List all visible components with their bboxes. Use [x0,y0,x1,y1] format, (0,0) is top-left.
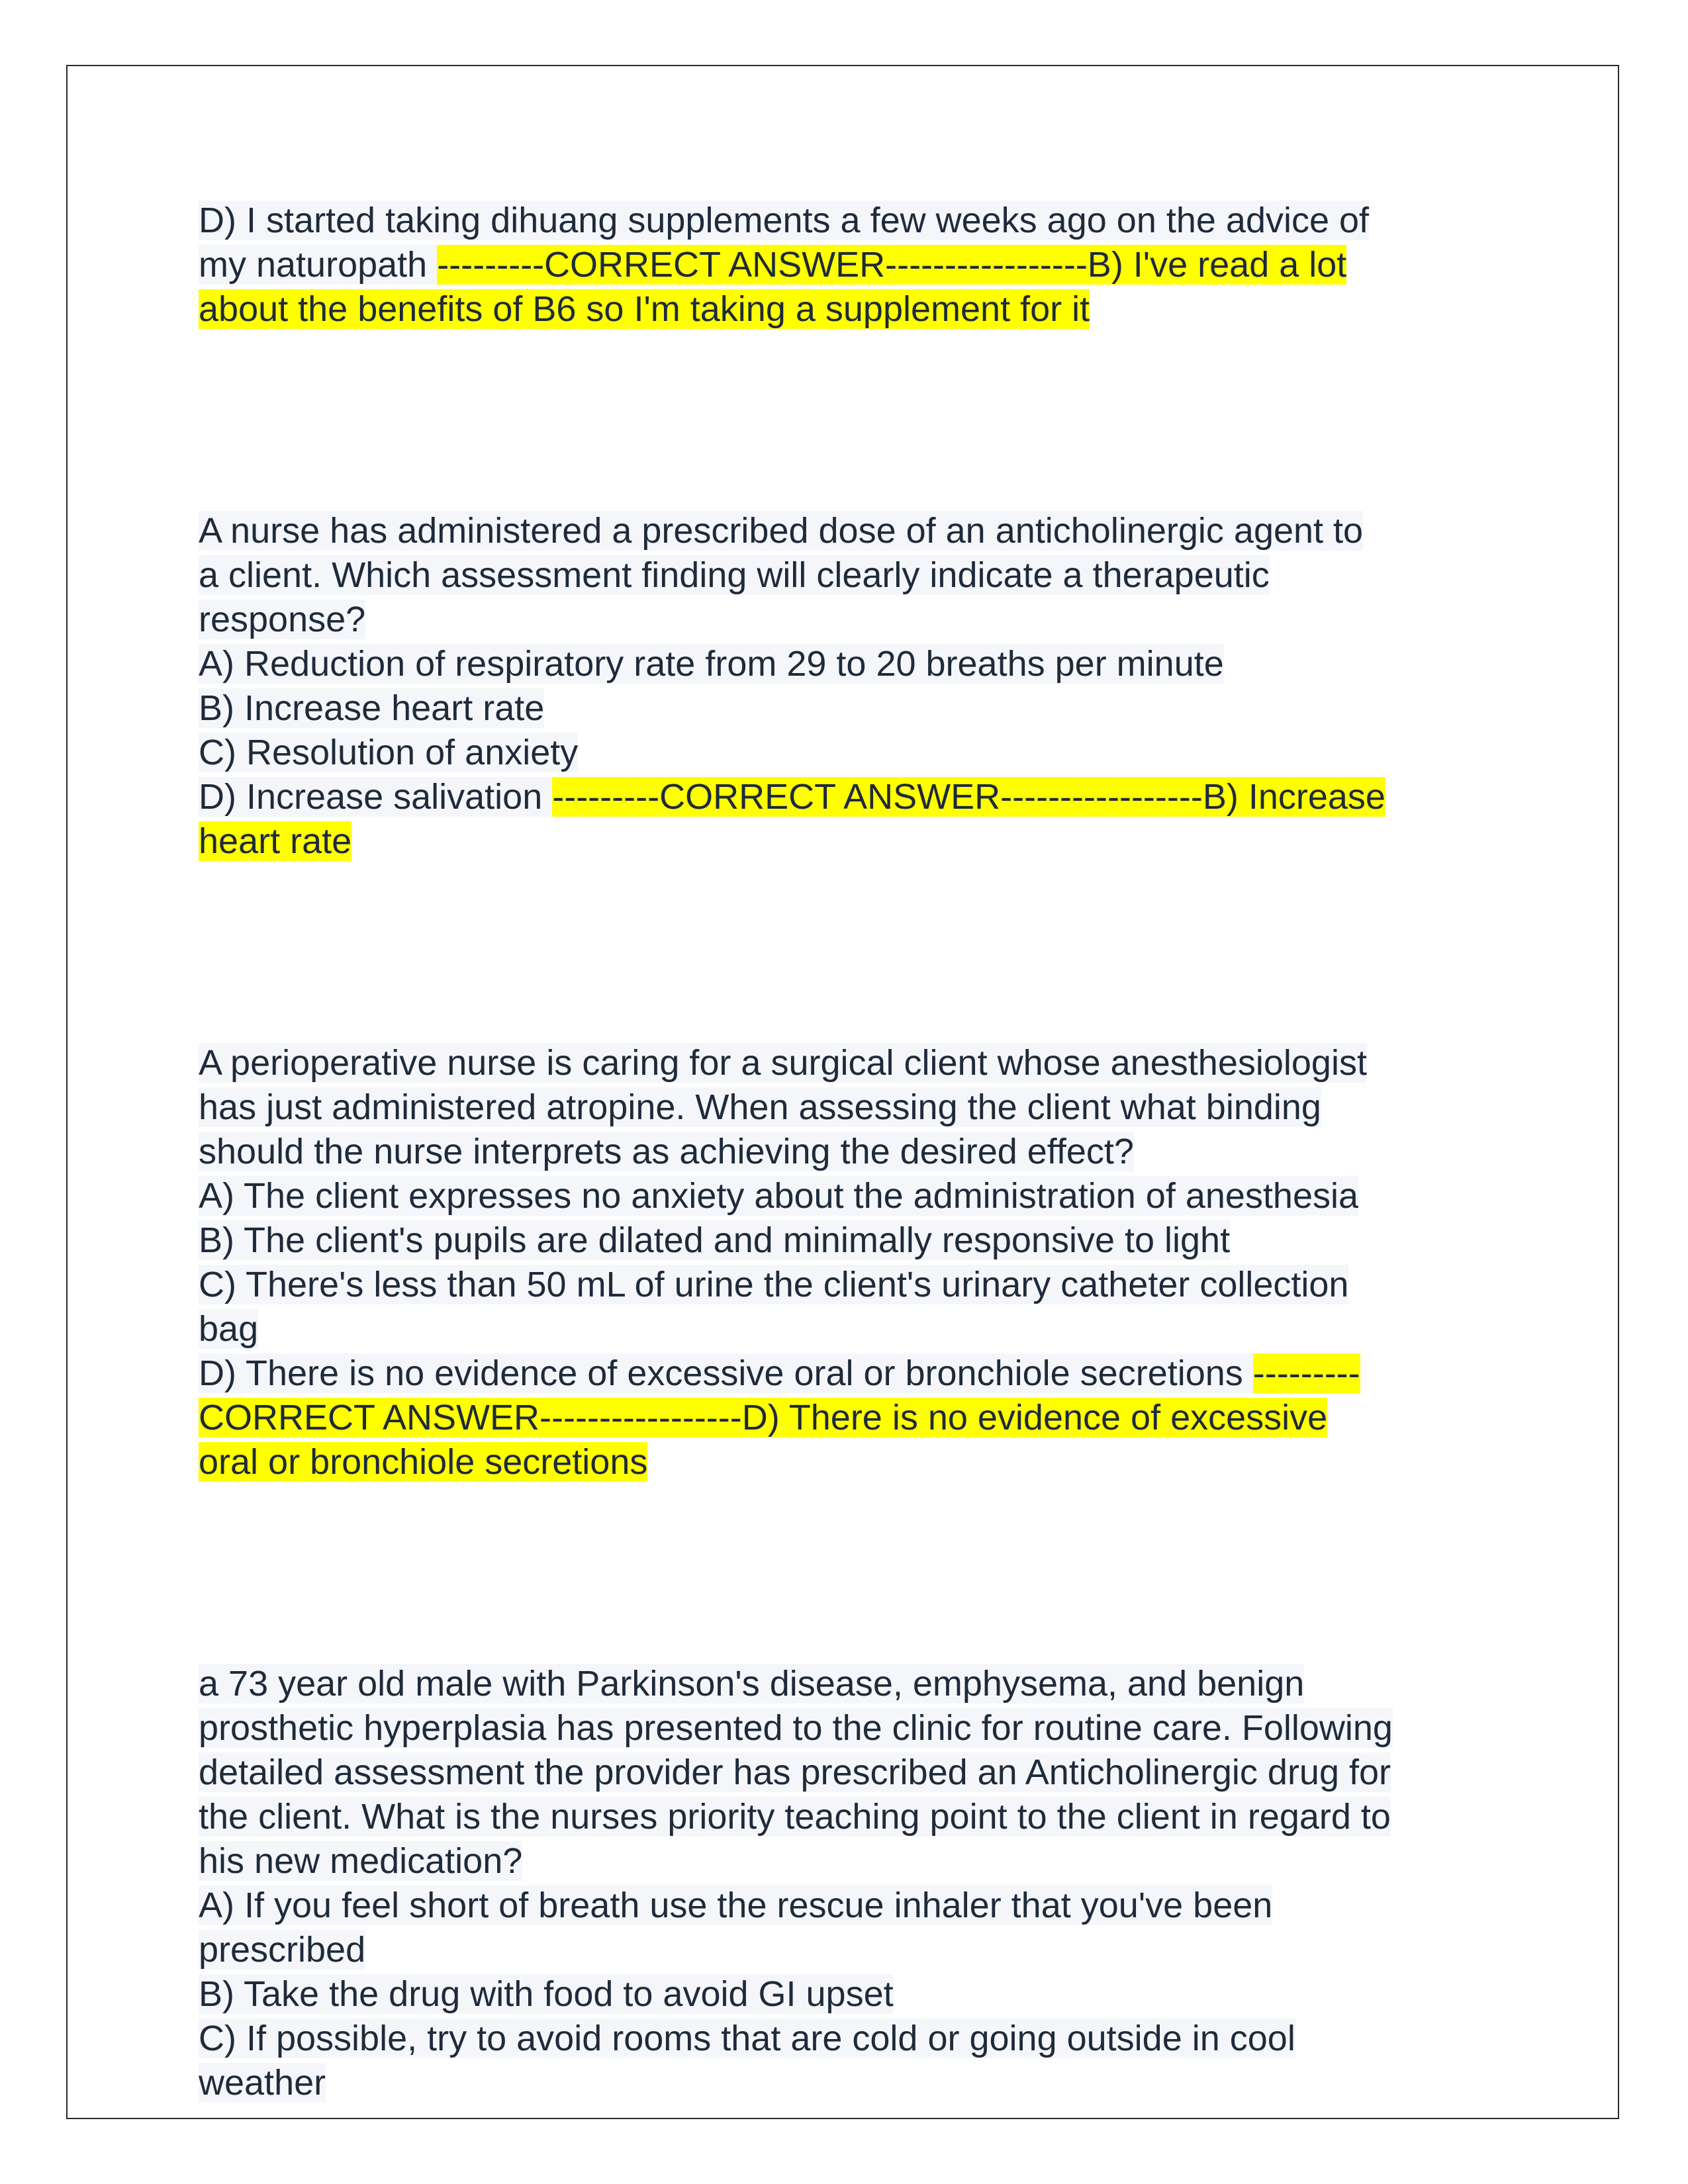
question-text [199,1085,1496,1130]
option-c-text: C) Resolution of anxiety [199,733,579,772]
correct-answer-highlight: oral or bronchiole secretions [199,1442,648,1482]
option-c-text: C) If possible, try to avoid rooms that are cold or going outside in cool [199,2019,1295,2058]
correct-answer-highlight: ---------CORRECT ANSWER-----------------B) Increase [552,777,1385,817]
question-text-line: prosthetic hyperplasia has presented to the clinic for routine care. Following [199,1708,1393,1748]
option-a [199,1884,1496,1928]
option-a-text: A) The client expresses no anxiety about the administration of anesthesia [199,1176,1359,1216]
question-text [199,1041,1496,1085]
question-text [199,553,1496,598]
option-a [199,642,1496,686]
text-line [199,287,1496,332]
option-c-cont [199,2061,1496,2105]
option-c [199,1263,1496,1307]
correct-answer-highlight: --------- [1252,1353,1360,1393]
question-block-1 [199,199,1496,332]
option-b [199,1972,1496,2017]
option-b-text: B) Take the drug with food to avoid GI upset [199,1974,894,2014]
option-c [199,2017,1496,2061]
option-d-text: D) Increase salivation [199,777,553,817]
text-line [199,243,1496,287]
option-a-text-cont: prescribed [199,1930,366,1970]
question-text [199,598,1496,642]
option-c [199,731,1496,775]
option-d-text: D) I started taking dihuang supplements a few weeks ago on the advice of [199,201,1370,240]
option-c-text: C) There's less than 50 mL of urine the client's urinary catheter collection [199,1265,1349,1304]
option-b [199,1218,1496,1263]
question-text-line: his new medication? [199,1841,523,1881]
option-c-cont [199,1307,1496,1351]
question-text-line: A perioperative nurse is caring for a surgical client whose anesthesiologist [199,1043,1367,1083]
option-a-text: A) If you feel short of breath use the rescue inhaler that you've been [199,1886,1273,1925]
option-d-text: D) There is no evidence of excessive oral or bronchiole secretions [199,1353,1253,1393]
text-line [199,819,1496,864]
question-block-4 [199,1662,1496,2105]
option-b-text: B) The client's pupils are dilated and minimally responsive to light [199,1220,1231,1260]
option-d [199,1351,1496,1396]
question-text [199,1706,1496,1751]
correct-answer-highlight: about the benefits of B6 so I'm taking a supplement for it [199,289,1090,329]
correct-answer-highlight: heart rate [199,821,352,861]
text-line [199,1440,1496,1484]
text-line [199,1396,1496,1440]
question-text-line: response? [199,600,366,639]
option-a-text: A) Reduction of respiratory rate from 29 to 20 breaths per minute [199,644,1224,684]
question-text [199,1662,1496,1706]
text-line [199,199,1496,243]
question-text-line: A nurse has administered a prescribed dose of an anticholinergic agent to [199,511,1364,551]
correct-answer-highlight: CORRECT ANSWER-----------------D) There is no evidence of excessive [199,1398,1328,1437]
question-text [199,509,1496,553]
document-content [199,199,1496,2105]
option-b [199,686,1496,731]
question-block-2 [199,509,1496,864]
question-block-3 [199,1041,1496,1484]
correct-answer-highlight: ---------CORRECT ANSWER-----------------B) I've read a lot [437,245,1347,285]
question-text-line: a client. Which assessment finding will clearly indicate a therapeutic [199,555,1270,595]
question-text [199,1839,1496,1884]
question-text-line: a 73 year old male with Parkinson's disease, emphysema, and benign [199,1664,1305,1704]
option-d-text-cont: my naturopath [199,245,438,285]
question-text-line: the client. What is the nurses priority teaching point to the client in regard to [199,1797,1391,1837]
option-c-text-cont: bag [199,1309,259,1349]
question-text [199,1795,1496,1839]
question-text-line: has just administered atropine. When assessing the client what binding [199,1087,1321,1127]
question-text [199,1130,1496,1174]
option-c-text-cont: weather [199,2063,326,2103]
option-a-cont [199,1928,1496,1972]
option-b-text: B) Increase heart rate [199,688,545,728]
option-d [199,775,1496,819]
question-text [199,1751,1496,1795]
question-text-line: should the nurse interprets as achieving the desired effect? [199,1132,1134,1171]
option-a [199,1174,1496,1218]
question-text-line: detailed assessment the provider has prescribed an Anticholinergic drug for [199,1752,1391,1792]
